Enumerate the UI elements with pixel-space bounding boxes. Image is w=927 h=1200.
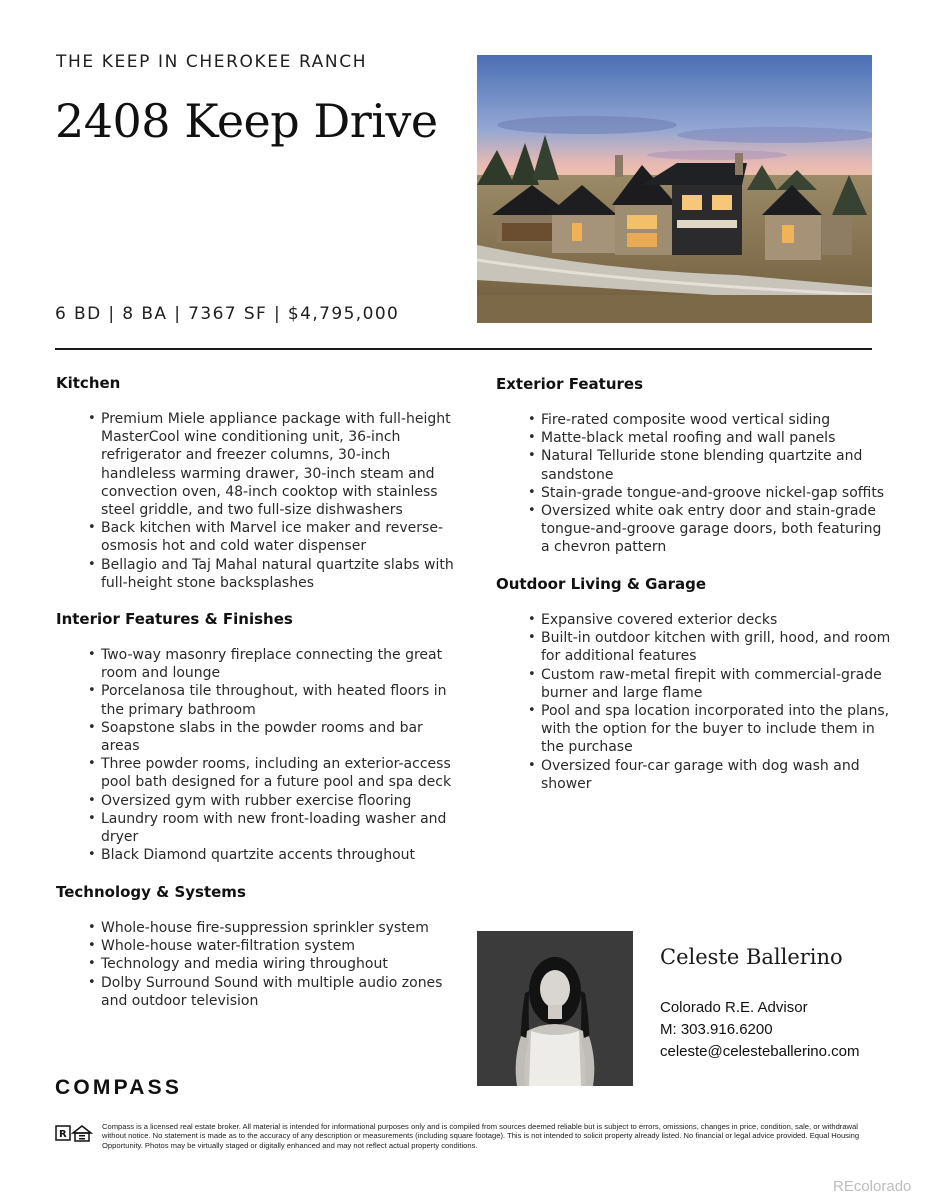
list-item: • Stain-grade tongue-and-groove nickel-gap soffits [496,484,891,502]
list-item: • Two-way masonry fireplace connecting the great room and lounge [56,646,456,682]
property-address-title: 2408 Keep Drive [55,94,438,148]
list-item: • Oversized four-car garage with dog wash and shower [496,757,891,793]
section-kitchen [56,374,456,592]
list-item: • Whole-house fire-suppression sprinkler system [56,919,456,937]
section-heading: Interior Features & Finishes [56,610,293,628]
property-stats: 6 BD | 8 BA | 7367 SF | $4,795,000 [55,304,400,324]
list-item: • Fire-rated composite wood vertical siding [496,411,891,429]
header-divider [55,348,872,350]
list-item: • Laundry room with new front-loading washer and dryer [56,810,456,846]
list-item: • Built-in outdoor kitchen with grill, hood, and room for additional features [496,629,891,665]
agent-photo [477,931,633,1086]
list-item: • Back kitchen with Marvel ice maker and reverse-osmosis hot and cold water dispenser [56,519,456,555]
list-item: • Technology and media wiring throughout [56,955,456,973]
list-item: • Bellagio and Taj Mahal natural quartzite slabs with full-height stone backsplashes [56,556,456,592]
agent-portrait-image [477,931,633,1086]
list-item: • Dolby Surround Sound with multiple audio zones and outdoor television [56,974,456,1010]
house-exterior-image [477,55,872,323]
section-technology-systems [56,883,456,1010]
recolorado-watermark: REcolorado [833,1178,912,1195]
list-item: • Three powder rooms, including an exterior-access pool bath designed for a future pool and spa deck [56,755,456,791]
list-item: • Premium Miele appliance package with full-height MasterCool wine conditioning unit, 36-inch refrigerator and freezer columns, 30-inch handleless warming drawer, 30-inch steam and convection oven, 48-inch cooktop with stainless steel griddle, and two full-size dishwashers [56,410,456,519]
section-outdoor-living-garage [496,575,891,793]
section-heading: Exterior Features [496,375,644,393]
list-item: • Expansive covered exterior decks [496,611,891,629]
equal-housing-icon [73,1126,91,1141]
section-exterior-features [496,375,891,557]
brochure-kicker: THE KEEP IN CHEROKEE RANCH [56,52,368,72]
agent-name: Celeste Ballerino [660,945,843,969]
list-item: • Matte-black metal roofing and wall panels [496,429,891,447]
agent-email[interactable]: celeste@celesteballerino.com [660,1043,860,1060]
section-interior-features [56,610,456,864]
list-item: • Black Diamond quartzite accents throughout [56,846,456,864]
svg-text:R: R [59,1129,67,1140]
section-heading: Kitchen [56,374,121,392]
list-item: • Oversized gym with rubber exercise flooring [56,792,456,810]
list-item: • Whole-house water-filtration system [56,937,456,955]
agent-title: Colorado R.E. Advisor [660,999,808,1016]
list-item: • Custom raw-metal firepit with commercial-grade burner and large flame [496,666,891,702]
list-item: • Oversized white oak entry door and stain-grade tongue-and-groove garage doors, both featuring a chevron pattern [496,502,891,557]
footer-compliance-icons [55,1124,95,1144]
agent-phone[interactable]: M: 303.916.6200 [660,1021,773,1038]
realtor-icon [55,1124,95,1144]
list-item: • Porcelanosa tile throughout, with heated floors in the primary bathroom [56,682,456,718]
compass-logo: COMPASS [55,1076,183,1099]
property-hero-photo [477,55,872,323]
list-item: • Pool and spa location incorporated into the plans, with the option for the buyer to include them in the purchase [496,702,891,757]
legal-disclaimer: Compass is a licensed real estate broker. All material is intended for informational purposes only and is compiled from sources deemed reliable but is subject to errors, omissions, changes in price, condition, sale, or withdrawal without notice. No statement is made as to the accuracy of any description or measurements (including square footage). This is not intended to solicit property already listed. No financial or legal advice provided. Equal Housing Opportunity. Photos may be virtually staged or digitally enhanced and may not reflect actual property conditions. [102,1122,860,1150]
list-item: • Soapstone slabs in the powder rooms and bar areas [56,719,456,755]
section-heading: Outdoor Living & Garage [496,575,706,593]
list-item: • Natural Telluride stone blending quartzite and sandstone [496,447,891,483]
section-heading: Technology & Systems [56,883,246,901]
